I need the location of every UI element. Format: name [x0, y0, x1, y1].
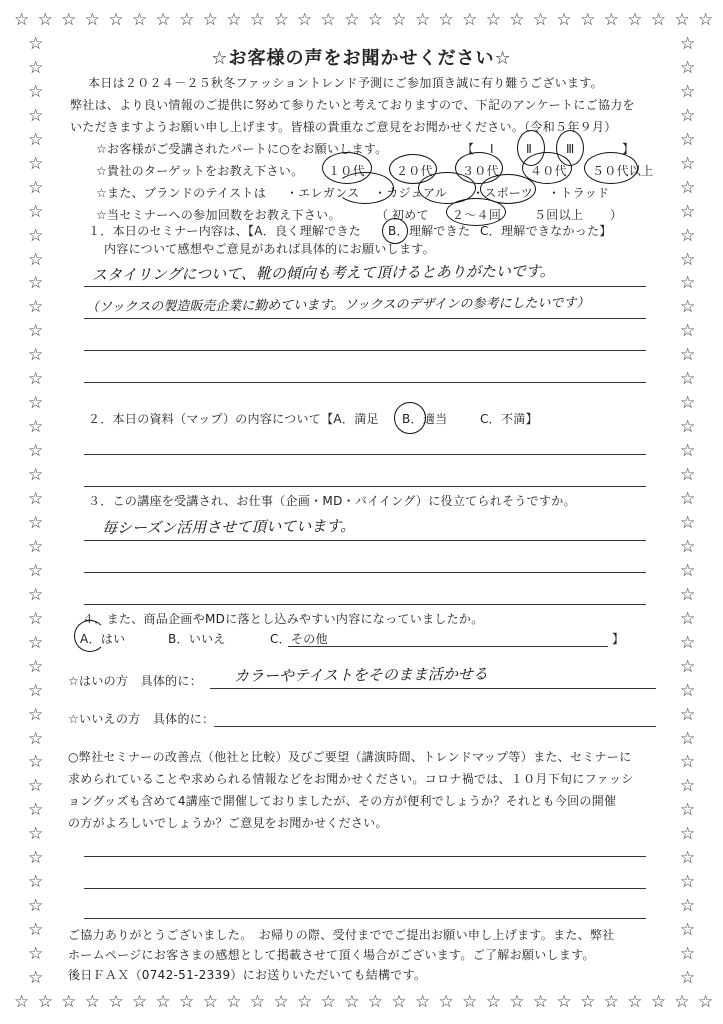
count-label: ☆当セミナーへの参加回数をお教え下さい。 — [96, 208, 341, 222]
count-paren-open: （ — [376, 208, 389, 222]
selection-circle — [394, 402, 426, 434]
star-icon: ☆ — [680, 177, 696, 198]
target-option-50s[interactable]: ５０代以上 — [592, 164, 654, 178]
star-icon: ☆ — [320, 992, 336, 1012]
star-icon: ☆ — [680, 393, 696, 414]
star-icon: ☆ — [367, 10, 384, 30]
part-label: ☆お客様がご受講されたパートに○をお願いします。 — [96, 142, 388, 156]
q2-option-c[interactable]: C．不満】 — [480, 412, 538, 426]
q4-yes-answer: カラーやテイストをそのまま活かせる — [233, 664, 488, 686]
selection-circle — [336, 172, 394, 204]
star-icon: ☆ — [603, 992, 619, 1012]
q3-answer: 毎シーズン活用させて頂いています。 — [101, 516, 356, 538]
star-icon: ☆ — [14, 10, 30, 30]
star-icon: ☆ — [680, 489, 696, 510]
star-icon: ☆ — [391, 992, 407, 1012]
star-icon: ☆ — [650, 992, 667, 1012]
star-icon: ☆ — [28, 872, 44, 893]
answer-line — [214, 726, 656, 727]
star-icon: ☆ — [14, 992, 30, 1012]
star-icon: ☆ — [28, 584, 44, 605]
star-icon: ☆ — [680, 968, 696, 989]
intro-line-1: 本日は２０２４－２５秋冬ファッショントレンド予測にご参加頂き誠に有り難うございます。 — [88, 76, 603, 90]
star-icon: ☆ — [28, 33, 44, 54]
star-icon: ☆ — [28, 177, 44, 198]
answer-line — [84, 318, 646, 319]
star-icon: ☆ — [556, 10, 572, 30]
star-icon: ☆ — [462, 10, 478, 30]
star-icon: ☆ — [37, 992, 53, 1012]
count-option-5plus[interactable]: ５回以上 — [534, 208, 584, 222]
star-icon: ☆ — [580, 10, 596, 30]
star-icon: ☆ — [28, 848, 44, 869]
q1-option-b[interactable]: B．理解できた — [388, 224, 471, 238]
footer-line-2: ホームページにお客さまの感想として掲載させて頂く場合がございます。ご了解お願いします。 — [68, 948, 595, 962]
q1-sub: 内容について感想やご意見があれば具体的にお願いします。 — [104, 242, 435, 256]
selection-circle — [382, 218, 408, 244]
star-icon: ☆ — [438, 992, 454, 1012]
star-icon: ☆ — [84, 992, 100, 1012]
part-bracket-open: 【 — [462, 142, 475, 156]
star-icon: ☆ — [509, 10, 525, 30]
star-icon: ☆ — [28, 728, 44, 749]
star-icon: ☆ — [28, 225, 44, 246]
star-icon: ☆ — [680, 273, 696, 294]
star-icon: ☆ — [202, 992, 218, 1012]
star-icon: ☆ — [680, 632, 696, 653]
star-icon: ☆ — [179, 10, 195, 30]
part-option-2[interactable]: Ⅱ — [526, 142, 533, 156]
star-icon: ☆ — [627, 10, 643, 30]
answer-line — [84, 918, 646, 919]
taste-option-casual[interactable]: ・カジュアル — [374, 186, 448, 200]
answer-line — [84, 286, 646, 287]
star-icon: ☆ — [680, 81, 696, 102]
star-icon: ☆ — [485, 992, 501, 1012]
star-icon: ☆ — [556, 992, 572, 1012]
star-icon: ☆ — [680, 536, 696, 557]
star-icon: ☆ — [680, 249, 696, 270]
star-icon: ☆ — [61, 992, 77, 1012]
target-label: ☆貴社のターゲットをお教え下さい。 — [96, 164, 304, 178]
star-icon: ☆ — [28, 632, 44, 653]
target-option-10s[interactable]: １０代 — [328, 164, 365, 178]
q1-question: １．本日のセミナー内容は、【A．良く理解できた — [88, 224, 362, 238]
taste-option-trad[interactable]: ・トラッド — [548, 186, 610, 200]
star-icon: ☆ — [28, 824, 44, 845]
answer-line — [210, 688, 656, 689]
answer-line — [84, 350, 646, 351]
star-icon: ☆ — [226, 10, 242, 30]
star-icon: ☆ — [680, 201, 696, 222]
star-icon: ☆ — [414, 992, 431, 1012]
answer-line — [84, 604, 646, 605]
star-icon: ☆ — [680, 728, 696, 749]
star-icon: ☆ — [650, 10, 667, 30]
star-icon: ☆ — [28, 441, 44, 462]
star-icon: ☆ — [155, 10, 171, 30]
other-underline — [288, 646, 608, 647]
star-icon: ☆ — [155, 992, 171, 1012]
q1-answer-1: スタイリングについて、靴の傾向も考えて頂けるとありがたいです。 — [91, 261, 555, 285]
star-icon: ☆ — [28, 536, 44, 557]
star-icon: ☆ — [680, 441, 696, 462]
star-icon: ☆ — [28, 608, 44, 629]
request-line-1: ○弊社セミナーの改善点（他社と比較）及びご要望（講演時間、トレンドマップ等）また、セミナーに — [68, 750, 632, 764]
star-icon: ☆ — [249, 10, 266, 30]
q4-yes-label: ☆はいの方 具体的に： — [68, 674, 203, 688]
star-icon: ☆ — [28, 153, 44, 174]
star-icon: ☆ — [131, 10, 148, 30]
star-icon: ☆ — [680, 129, 696, 150]
answer-line — [84, 454, 646, 455]
star-icon: ☆ — [391, 10, 407, 30]
star-icon: ☆ — [28, 512, 44, 533]
star-icon: ☆ — [627, 992, 643, 1012]
star-icon: ☆ — [131, 992, 148, 1012]
star-icon: ☆ — [485, 10, 501, 30]
footer-line-3: 後日ＦＡＸ（0742-51-2339）にお送りいただいても結構です。 — [68, 968, 427, 982]
request-line-4: の方がよろしいでしょうか？ご意見をお聞かせください。 — [68, 816, 388, 830]
star-icon: ☆ — [680, 704, 696, 725]
star-icon: ☆ — [680, 800, 696, 821]
star-icon: ☆ — [680, 824, 696, 845]
taste-option-sports[interactable]: ・スポーツ — [472, 186, 534, 200]
star-icon: ☆ — [28, 417, 44, 438]
star-icon: ☆ — [273, 992, 289, 1012]
count-paren-close: ） — [610, 208, 623, 222]
taste-option-elegance[interactable]: ・エレガンス — [286, 186, 360, 200]
star-icon: ☆ — [249, 992, 266, 1012]
star-icon: ☆ — [680, 465, 696, 486]
star-icon: ☆ — [61, 10, 77, 30]
target-option-20s[interactable]: ２０代 — [396, 164, 433, 178]
star-icon: ☆ — [680, 752, 696, 773]
star-icon: ☆ — [28, 944, 44, 965]
star-icon: ☆ — [297, 10, 313, 30]
star-icon: ☆ — [680, 944, 696, 965]
intro-line-2: 弊社は、より良い情報のご提供に努めて参りたいと考えておりますので、下記のアンケートにご協力を — [70, 98, 635, 112]
selection-circle — [584, 152, 638, 184]
star-icon: ☆ — [28, 297, 44, 318]
star-icon: ☆ — [680, 560, 696, 581]
answer-line — [84, 572, 646, 573]
target-option-40s[interactable]: ４０代 — [530, 164, 567, 178]
q3-question: ３．この講座を受講され、お仕事（企画・MD・バイイング）に役立てられそうですか。 — [88, 494, 576, 508]
star-icon: ☆ — [28, 920, 44, 941]
star-icon: ☆ — [273, 10, 289, 30]
q4-bracket-close: 】 — [612, 632, 625, 646]
answer-line — [84, 486, 646, 487]
star-icon: ☆ — [28, 81, 44, 102]
star-icon: ☆ — [28, 369, 44, 390]
star-icon: ☆ — [462, 992, 478, 1012]
star-icon: ☆ — [414, 10, 431, 30]
star-icon: ☆ — [28, 105, 44, 126]
taste-label: ☆また、ブランドのテイストは — [96, 186, 266, 200]
star-icon: ☆ — [680, 345, 696, 366]
target-option-30s[interactable]: ３０代 — [462, 164, 499, 178]
count-option-first[interactable]: 初めて — [392, 208, 429, 222]
intro-line-3: いただきますようお願い申し上げます。皆様の貴重なご意見をお聞かせください。（令和５年９月） — [70, 120, 617, 134]
star-icon: ☆ — [28, 465, 44, 486]
request-line-2: 求められていることや求められる情報などをお聞かせください。コロナ禍では、１０月下旬にファッシ — [68, 772, 634, 786]
star-icon: ☆ — [28, 201, 44, 222]
star-icon: ☆ — [680, 225, 696, 246]
selection-circle — [446, 198, 506, 226]
star-icon: ☆ — [202, 10, 218, 30]
star-icon: ☆ — [320, 10, 336, 30]
star-icon: ☆ — [28, 704, 44, 725]
star-icon: ☆ — [108, 992, 124, 1012]
star-icon: ☆ — [28, 968, 44, 989]
star-icon: ☆ — [680, 848, 696, 869]
star-icon: ☆ — [509, 992, 525, 1012]
star-icon: ☆ — [179, 992, 195, 1012]
star-icon: ☆ — [28, 345, 44, 366]
answer-line — [84, 856, 646, 857]
q4-no-label: ☆いいえの方 具体的に： — [68, 712, 215, 726]
star-icon: ☆ — [698, 10, 714, 30]
star-icon: ☆ — [344, 992, 360, 1012]
star-icon: ☆ — [28, 393, 44, 414]
footer-line-1: ご協力ありがとうございました。 お帰りの際、受付まででご提出お願い申し上げます。また、弊社 — [68, 928, 615, 942]
star-icon: ☆ — [580, 992, 596, 1012]
star-icon: ☆ — [680, 297, 696, 318]
star-icon: ☆ — [680, 153, 696, 174]
q1-answer-2: （ソックスの製造販売企業に勤めています。ソックスのデザインの参考にしたいです） — [85, 295, 590, 316]
star-icon: ☆ — [680, 57, 696, 78]
answer-line — [84, 888, 646, 889]
star-icon: ☆ — [84, 10, 100, 30]
star-icon: ☆ — [297, 992, 313, 1012]
star-icon: ☆ — [37, 10, 53, 30]
page-title: ☆お客様の声をお聞かせください☆ — [211, 48, 512, 69]
star-icon: ☆ — [680, 872, 696, 893]
q4-option-b[interactable]: B．いいえ — [168, 632, 226, 646]
q1-option-c[interactable]: C．理解できなかった】 — [480, 224, 612, 238]
star-icon: ☆ — [680, 512, 696, 533]
star-icon: ☆ — [28, 656, 44, 677]
star-icon: ☆ — [532, 992, 549, 1012]
q2-option-b[interactable]: B．適当 — [402, 412, 448, 426]
part-bracket-close: 】 — [622, 142, 635, 156]
selection-circle — [74, 620, 106, 652]
star-icon: ☆ — [680, 105, 696, 126]
star-icon: ☆ — [680, 369, 696, 390]
star-icon: ☆ — [438, 10, 454, 30]
star-icon: ☆ — [680, 680, 696, 701]
star-icon: ☆ — [680, 417, 696, 438]
q4-question: ４．また、商品企画やMDに落とし込みやすい内容になっていましたか。 — [82, 612, 484, 626]
q4-option-a[interactable]: A．はい — [80, 632, 126, 646]
star-icon: ☆ — [28, 800, 44, 821]
star-icon: ☆ — [28, 896, 44, 917]
star-icon: ☆ — [680, 656, 696, 677]
star-icon: ☆ — [344, 10, 360, 30]
star-icon: ☆ — [532, 10, 549, 30]
q4-option-c[interactable]: C．その他 — [270, 632, 328, 646]
star-icon: ☆ — [28, 321, 44, 342]
star-icon: ☆ — [674, 992, 690, 1012]
answer-line — [84, 540, 646, 541]
request-line-3: ョングッズも含めて4講座で開催しておりましたが、その方が便利でしょうか？それとも今回の開催 — [68, 794, 617, 808]
part-option-3[interactable]: Ⅲ — [566, 142, 575, 156]
star-icon: ☆ — [680, 33, 696, 54]
star-icon: ☆ — [108, 10, 124, 30]
star-icon: ☆ — [680, 776, 696, 797]
answer-line — [84, 382, 646, 383]
star-icon: ☆ — [28, 560, 44, 581]
star-icon: ☆ — [367, 992, 384, 1012]
star-icon: ☆ — [28, 249, 44, 270]
star-icon: ☆ — [28, 129, 44, 150]
star-icon: ☆ — [698, 992, 714, 1012]
star-icon: ☆ — [28, 776, 44, 797]
star-icon: ☆ — [603, 10, 619, 30]
count-option-2to4[interactable]: ２～４回 — [452, 208, 502, 222]
star-icon: ☆ — [28, 680, 44, 701]
star-icon: ☆ — [28, 752, 44, 773]
star-icon: ☆ — [680, 896, 696, 917]
star-icon: ☆ — [674, 10, 690, 30]
star-icon: ☆ — [680, 920, 696, 941]
star-icon: ☆ — [680, 321, 696, 342]
q2-question: ２．本日の資料（マップ）の内容について【A．満足 — [88, 412, 379, 426]
star-icon: ☆ — [226, 992, 242, 1012]
star-icon: ☆ — [680, 608, 696, 629]
star-icon: ☆ — [680, 584, 696, 605]
star-icon: ☆ — [28, 57, 44, 78]
star-icon: ☆ — [28, 273, 44, 294]
star-icon: ☆ — [28, 489, 44, 510]
part-option-1[interactable]: Ⅰ — [490, 142, 494, 156]
